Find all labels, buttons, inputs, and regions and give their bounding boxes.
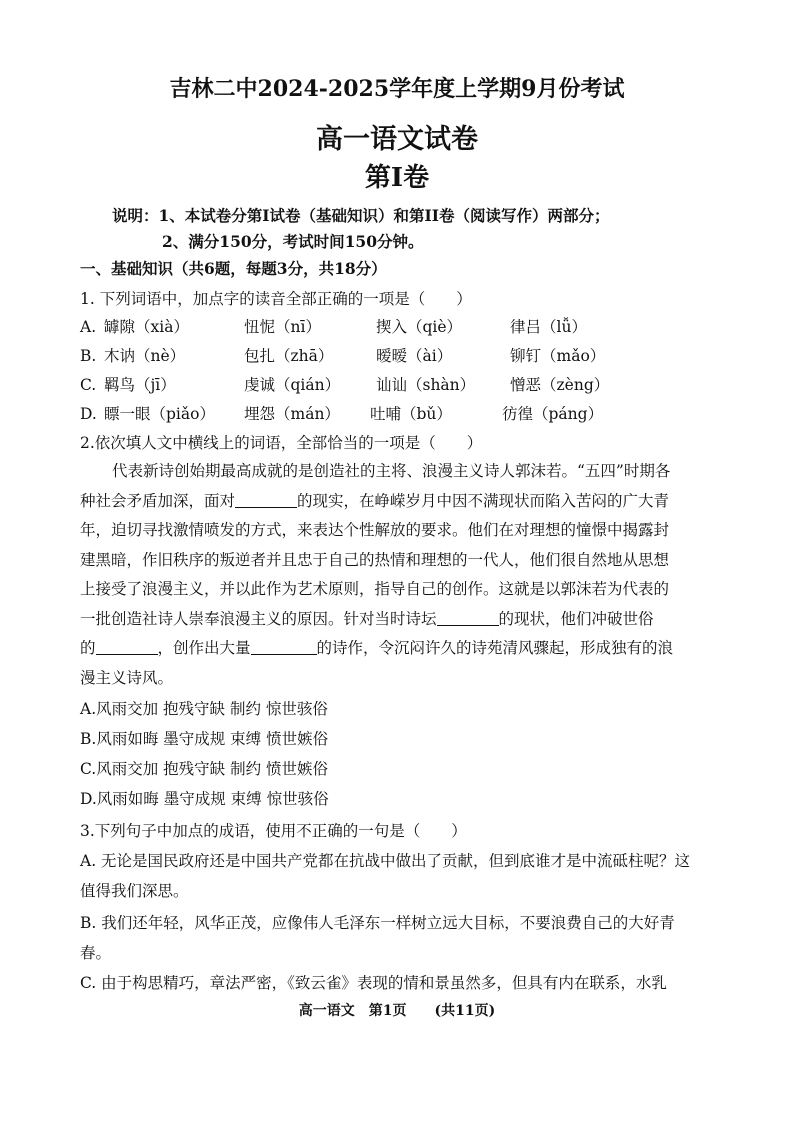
passage-line: 一批创造社诗人崇奉浪漫主义的原因。针对当时诗坛 bbox=[80, 609, 437, 628]
passage-line: 上接受了浪漫主义，并以此作为艺术原则，指导自己的创作。这就是以郭沫若为代表的 bbox=[80, 580, 670, 598]
fill-blank-4[interactable] bbox=[251, 638, 317, 655]
passage-line: 的诗作，令沉闷许久的诗苑清风骤起，形成独有的浪 bbox=[316, 639, 674, 657]
question-2-passage bbox=[80, 457, 720, 693]
q3-option-b-line-1: B. 我们还年轻，风华正茂，应像伟人毛泽东一样树立远大目标，不要浪费自己的大好青 bbox=[80, 914, 675, 932]
q1-option-a-label: A. bbox=[80, 318, 97, 336]
q1-option-b-item: 木讷（nè） bbox=[104, 347, 186, 365]
passage-line: ，创作出大量 bbox=[157, 639, 251, 657]
q1-option-d-item: 埋怨（mán） bbox=[244, 405, 340, 423]
question-3-stem: 3.下列句子中加点的成语，使用不正确的一句是（ ） bbox=[80, 822, 467, 840]
passage-line: 种社会矛盾加深，面对 bbox=[80, 491, 236, 510]
passage-line: 漫主义诗风。 bbox=[80, 668, 174, 687]
q3-option-c-line-1: C. 由于构思精巧，章法严密，《致云雀》表现的情和景虽然多，但具有内在联系，水乳 bbox=[80, 974, 667, 992]
q2-option-b: B.风雨如晦 墨守成规 束缚 愤世嫉俗 bbox=[80, 730, 329, 748]
q1-option-a-item: 忸怩（nī） bbox=[244, 318, 321, 336]
q1-option-c-item: 羁鸟（jī） bbox=[104, 376, 176, 394]
exam-title: 吉林二中2024-2025学年度上学期9月份考试 bbox=[169, 76, 625, 102]
q2-option-a: A.风雨交加 抱残守缺 制约 惊世骇俗 bbox=[80, 700, 328, 718]
passage-line: 建黑暗，作旧秩序的叛逆者并且忠于自己的热情和理想的一代人，他们很自然地从思想 bbox=[80, 550, 670, 569]
passage-line: 代表新诗创始期最高成就的是创造社的主将、浪漫主义诗人郭沫若。“五四”时期各 bbox=[112, 462, 671, 480]
q1-option-c-label: C. bbox=[80, 376, 97, 394]
passage-line: 的现状，他们冲破世俗 bbox=[498, 609, 654, 628]
q2-option-d: D.风雨如晦 墨守成规 束缚 惊世骇俗 bbox=[80, 790, 329, 808]
q1-option-b-label: B. bbox=[80, 347, 97, 365]
q1-option-d-item: 瞟一眼（piǎo） bbox=[104, 405, 215, 423]
fill-blank-3[interactable] bbox=[96, 638, 158, 655]
q3-option-a-line-1: A. 无论是国民政府还是中国共产党都在抗战中做出了贡献，但到底谁才是中流砥柱呢？这 bbox=[80, 852, 691, 870]
passage-line: 年，迫切寻找激情喷发的方式，来表达个性解放的要求。他们在对理想的憧憬中揭露封 bbox=[80, 521, 670, 539]
volume-title: 第Ⅰ卷 bbox=[364, 163, 430, 193]
question-1-stem: 1. 下列词语中，加点字的读音全部正确的一项是（ ） bbox=[80, 290, 472, 308]
q3-option-b-line-2: 春。 bbox=[80, 944, 112, 962]
q1-option-d-item: 吐哺（bǔ） bbox=[370, 405, 452, 423]
subject-title: 高一语文试卷 bbox=[316, 124, 478, 155]
q1-option-d-item: 彷徨（páng） bbox=[502, 405, 604, 423]
fill-blank-1[interactable] bbox=[235, 491, 297, 508]
q1-option-b-item: 包扎（zhā） bbox=[244, 347, 334, 365]
fill-blank-2[interactable] bbox=[437, 609, 499, 626]
section-heading: 一、基础知识（共6题，每题3分，共18分） bbox=[80, 259, 387, 278]
passage-line: 的 bbox=[80, 639, 96, 657]
q1-option-d-label: D. bbox=[80, 405, 97, 423]
q1-option-c-item: 憎恶（zèng） bbox=[510, 376, 610, 394]
q1-option-a-item: 揳入（qiè） bbox=[376, 318, 463, 336]
q1-option-a-item: 律吕（lǚ） bbox=[510, 318, 587, 336]
q3-option-a-line-2: 值得我们深思。 bbox=[80, 882, 189, 900]
q1-option-b-item: 铆钉（mǎo） bbox=[510, 347, 606, 365]
q2-option-c: C.风雨交加 抱残守缺 制约 愤世嫉俗 bbox=[80, 760, 329, 778]
q1-option-b-item: 暧暧（ài） bbox=[376, 347, 453, 365]
passage-line: 的现实，在峥嵘岁月中因不满现状而陷入苦闷的广大青 bbox=[297, 491, 670, 510]
q1-option-a-item: 罅隙（xià） bbox=[104, 318, 189, 336]
q1-option-c-item: 虔诚（qián） bbox=[244, 376, 341, 394]
instruction-line-2: 2、满分150分，考试时间150分钟。 bbox=[162, 232, 424, 251]
question-2-stem: 2.依次填人文中横线上的词语，全部恰当的一项是（ ） bbox=[80, 434, 483, 452]
q1-option-c-item: 讪讪（shàn） bbox=[376, 376, 476, 394]
instruction-line-1: 说明：1、本试卷分第Ⅰ试卷（基础知识）和第II卷（阅读写作）两部分； bbox=[112, 206, 610, 225]
page-footer: 高一语文 第1页 (共11页) bbox=[298, 1003, 496, 1019]
